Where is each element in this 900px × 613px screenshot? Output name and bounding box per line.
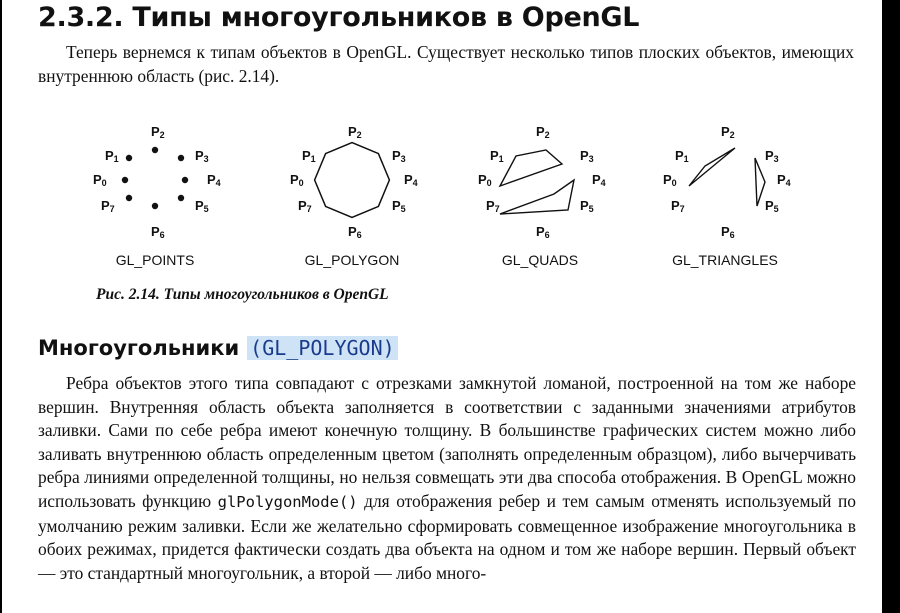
point-marker-p0 — [122, 177, 128, 183]
panel-label-gl-triangles: GL_TRIANGLES — [672, 252, 778, 268]
vertex-label-p1: P1 — [675, 148, 689, 164]
vertex-label-p3: P3 — [195, 148, 209, 164]
point-marker-p5 — [178, 195, 184, 201]
triangle-0-1-2 — [689, 148, 735, 186]
quad-4-5-6-7 — [500, 180, 574, 214]
vertex-label-p4: P4 — [404, 172, 418, 188]
vertex-label-p7: P7 — [671, 198, 685, 214]
panel-label-gl-points: GL_POINTS — [115, 252, 195, 268]
triangle-3-4-5 — [755, 158, 765, 206]
vertex-label-p5: P5 — [580, 198, 594, 214]
point-marker-p6 — [152, 203, 158, 209]
page-edge-left — [0, 0, 2, 613]
vertex-label-p1: P1 — [302, 148, 316, 164]
body-paragraph — [38, 372, 856, 585]
figure-polygon-types — [80, 112, 800, 282]
intro-paragraph: Теперь вернемся к типам объектов в OpenGL. Существует несколько типов плоских объектов, имеющих внутреннюю область (рис. 2.14). — [38, 42, 854, 86]
point-marker-p3 — [178, 155, 184, 161]
vertex-label-p3: P3 — [392, 148, 406, 164]
vertex-label-p6: P6 — [536, 224, 550, 240]
panel-label-gl-polygon: GL_POLYGON — [304, 252, 400, 268]
page-edge-right — [882, 0, 900, 613]
vertex-label-p0: P0 — [478, 172, 492, 188]
inline-code-function: glPolygonMode() — [217, 492, 358, 511]
subsection-title-text: Многоугольники — [38, 336, 240, 360]
point-marker-p2 — [152, 147, 158, 153]
vertex-label-p4: P4 — [777, 172, 791, 188]
vertex-label-p0: P0 — [93, 172, 107, 188]
vertex-label-p3: P3 — [765, 148, 779, 164]
vertex-label-p1: P1 — [105, 148, 119, 164]
panel-label-gl-quads: GL_QUADS — [501, 252, 579, 268]
point-marker-p4 — [182, 177, 188, 183]
quad-0-1-2-3 — [500, 150, 562, 186]
vertex-label-p2: P2 — [536, 124, 550, 140]
vertex-label-p5: P5 — [195, 198, 209, 214]
point-marker-p7 — [126, 195, 132, 201]
vertex-label-p7: P7 — [298, 198, 312, 214]
polygon-octagon — [315, 143, 390, 218]
subsection-code-highlight[interactable]: (GL_POLYGON) — [247, 336, 398, 360]
vertex-label-p3: P3 — [580, 148, 594, 164]
vertex-label-p4: P4 — [207, 172, 221, 188]
vertex-label-p0: P0 — [290, 172, 304, 188]
figure-svg — [80, 112, 800, 282]
vertex-label-p2: P2 — [348, 124, 362, 140]
vertex-label-p6: P6 — [721, 224, 735, 240]
point-marker-p1 — [126, 155, 132, 161]
body-text-part-1: Ребра объектов этого типа совпадают с отрезками замкнутой ломаной, построенной на том же наборе вершин. Внутренняя область объекта заполняется в соответствии с заданными значениями атрибутов заливки. Сами по себе ребра имеют конечную толщину. В большинстве графических систем можно либо заливать внутреннюю область определенным цветом (заполнять определенным образцом), либо вычерчивать ребра линиями определенной толщины, но нельзя совмещать эти два способа отображения. В OpenGL можно использовать функцию — [38, 373, 856, 511]
subsection-title — [38, 336, 398, 360]
vertex-label-p4: P4 — [592, 172, 606, 188]
vertex-label-p6: P6 — [348, 224, 362, 240]
vertex-label-p7: P7 — [486, 198, 500, 214]
vertex-label-p6: P6 — [151, 224, 165, 240]
vertex-label-p2: P2 — [151, 124, 165, 140]
vertex-label-p1: P1 — [490, 148, 504, 164]
vertex-label-p5: P5 — [392, 198, 406, 214]
vertex-label-p2: P2 — [721, 124, 735, 140]
body-text-part-2: для отображения ребер и тем самым отменять используемый по умолчанию режим заливки. Если же желательно сформировать совмещенное изображение многоугольника в обоих режимах, придется фактически создать два объекта на одном и том же наборе вершин. Первый объект — это стандартный многоугольник, а второй — либо много- — [38, 490, 856, 583]
section-title: 2.3.2. Типы многоугольников в OpenGL — [38, 2, 640, 33]
figure-caption: Рис. 2.14. Типы многоугольников в OpenGL — [96, 286, 389, 303]
vertex-label-p5: P5 — [765, 198, 779, 214]
vertex-label-p7: P7 — [101, 198, 115, 214]
vertex-label-p0: P0 — [663, 172, 677, 188]
